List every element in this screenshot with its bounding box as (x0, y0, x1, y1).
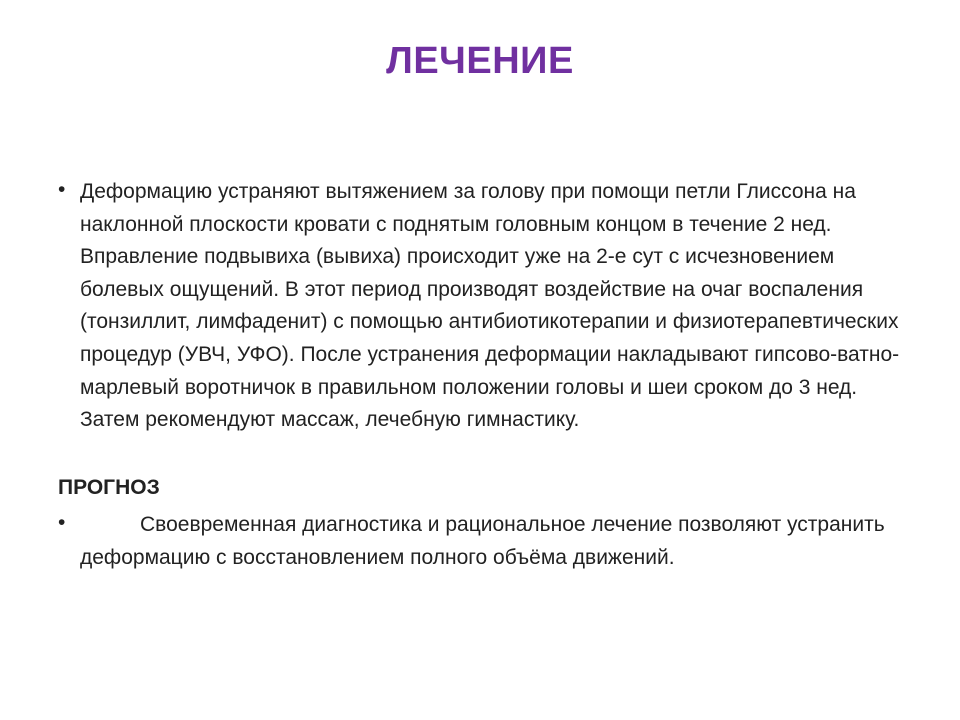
prognosis-text: Своевременная диагностика и рациональное лечение позволяют устранить деформацию с восстановлением полного объёма движений. (80, 513, 885, 569)
prognosis-heading: ПРОГНОЗ (58, 476, 160, 499)
bullet-icon: • (58, 178, 66, 201)
treatment-text: Деформацию устраняют вытяжением за голову при помощи петли Глиссона на наклонной плоскости кровати с поднятым головным концом в течение 2 нед. Вправление подвывиха (вывиха) происходит уже на 2-е сут с исчезновением болевых ощущений. В этот период производят воздействие на очаг воспаления (тонзиллит, лимфаденит) с помощью антибиотикотерапии и физиотерапевтических процедур (УВЧ, УФО). После устранения деформации накладывают гипсово-ватно-марлевый воротничок в правильном положении головы и шеи сроком до 3 нед. Затем рекомендуют массаж, лечебную гимнастику. (80, 180, 900, 432)
treatment-paragraph (58, 176, 900, 437)
bullet-icon: • (58, 511, 66, 534)
prognosis-paragraph (58, 509, 900, 574)
slide-title: ЛЕЧЕНИЕ (386, 40, 574, 82)
